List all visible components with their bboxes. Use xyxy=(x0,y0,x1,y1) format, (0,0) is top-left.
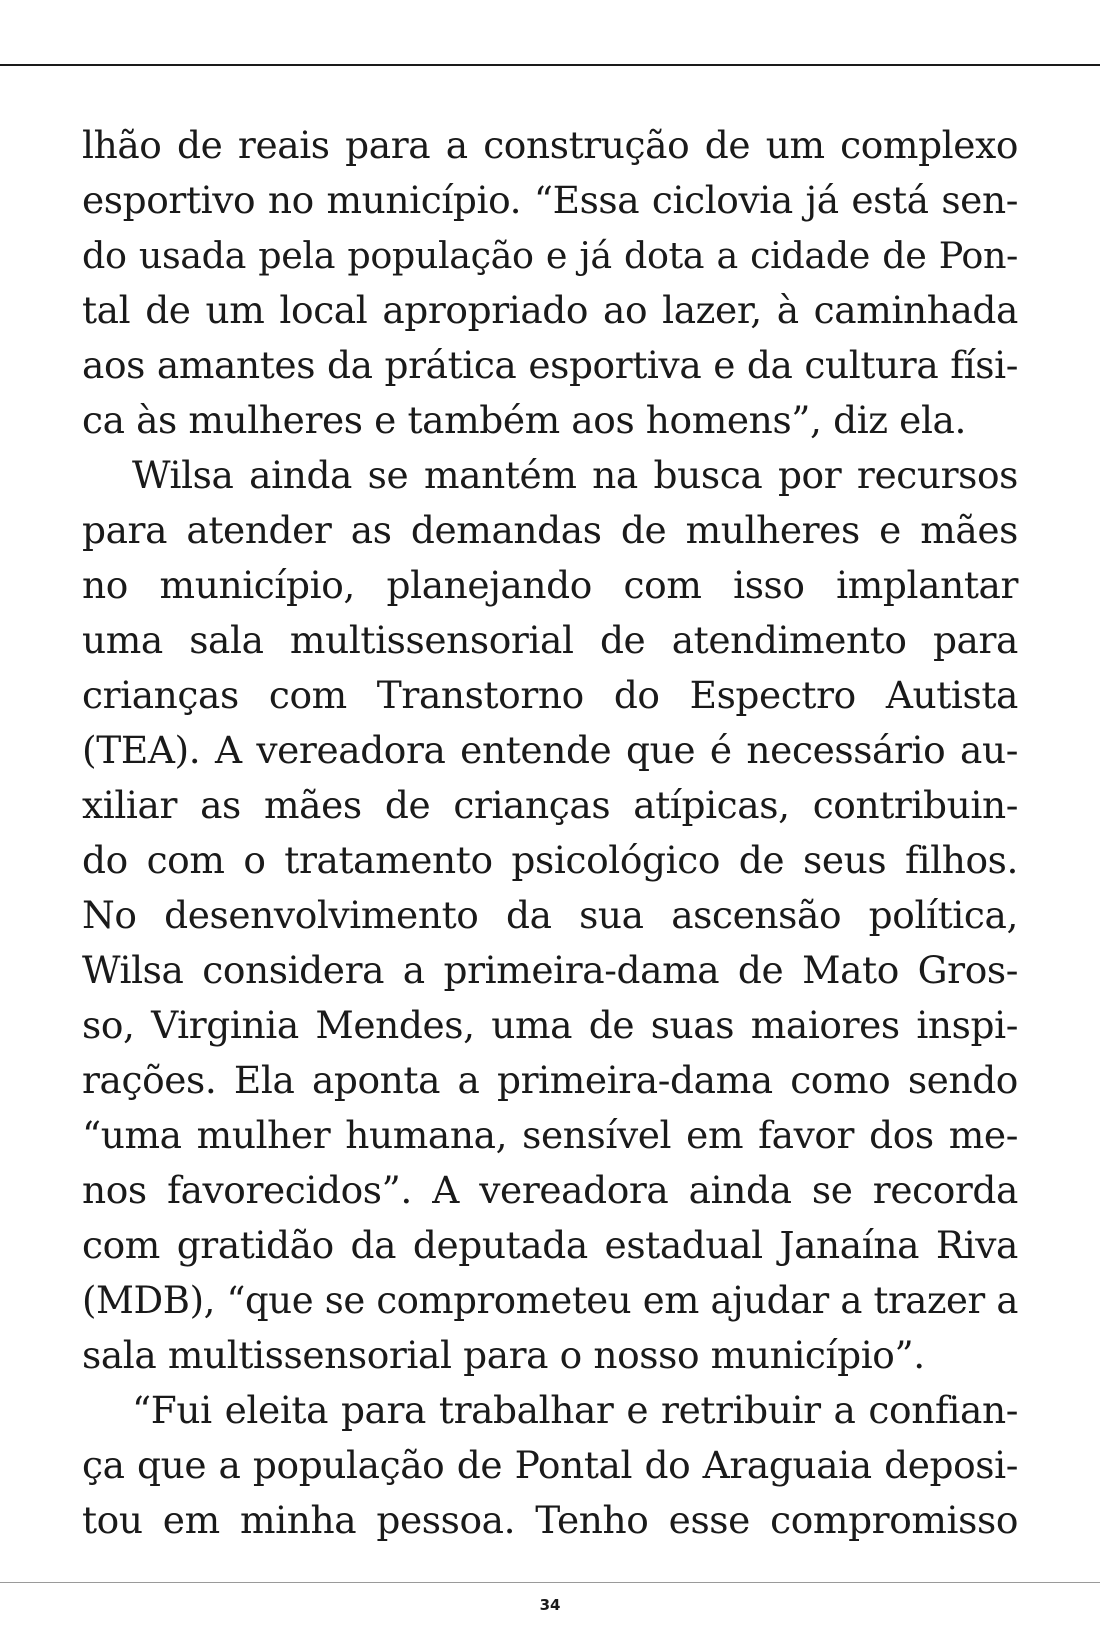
text-line: Wilsa ainda se mantém na busca por recursos xyxy=(132,453,1018,497)
text-line: ca às mulheres e também aos homens”, diz ela. xyxy=(82,398,967,442)
paragraph-1 xyxy=(82,118,1018,448)
text-line: Wilsa considera a primeira-dama de Mato Gros- xyxy=(82,948,1018,992)
text-line: lhão de reais para a construção de um complexo xyxy=(82,123,1018,167)
text-line: esportivo no município. “Essa ciclovia já está sen- xyxy=(82,178,1018,222)
text-line: para atender as demandas de mulheres e mães xyxy=(82,508,1018,552)
text-line: “uma mulher humana, sensível em favor dos me- xyxy=(82,1113,1018,1157)
text-line: so, Virginia Mendes, uma de suas maiores inspi- xyxy=(82,1003,1018,1047)
text-line: rações. Ela aponta a primeira-dama como sendo xyxy=(82,1058,1018,1102)
text-line: crianças com Transtorno do Espectro Autista xyxy=(82,673,1018,717)
footer-rule xyxy=(0,1582,1100,1583)
text-line: tal de um local apropriado ao lazer, à caminhada xyxy=(82,288,1018,332)
paragraph-2 xyxy=(82,448,1018,1383)
text-line: tou em minha pessoa. Tenho esse compromisso xyxy=(82,1498,1018,1542)
text-line: uma sala multissensorial de atendimento para xyxy=(82,618,1018,662)
text-line: No desenvolvimento da sua ascensão política, xyxy=(82,893,1018,937)
text-line: do com o tratamento psicológico de seus filhos. xyxy=(82,838,1018,882)
text-line: nos favorecidos”. A vereadora ainda se recorda xyxy=(82,1168,1018,1212)
header-rule xyxy=(0,64,1100,66)
page-number: 34 xyxy=(539,1596,561,1614)
text-line: aos amantes da prática esportiva e da cultura físi- xyxy=(82,343,1018,387)
text-line: (TEA). A vereadora entende que é necessário au- xyxy=(82,728,1018,772)
text-line: “Fui eleita para trabalhar e retribuir a confian- xyxy=(132,1388,1018,1432)
text-line: no município, planejando com isso implantar xyxy=(82,563,1018,607)
text-line: ça que a população de Pontal do Araguaia deposi- xyxy=(82,1443,1018,1487)
text-line: com gratidão da deputada estadual Janaína Riva xyxy=(82,1223,1018,1267)
text-line: do usada pela população e já dota a cidade de Pon- xyxy=(82,234,1018,277)
text-line: sala multissensorial para o nosso município”. xyxy=(82,1333,925,1377)
text-line: (MDB), “que se comprometeu em ajudar a trazer a xyxy=(82,1279,1018,1322)
paragraph-3 xyxy=(82,1383,1018,1548)
body-text xyxy=(82,118,1018,1548)
text-line: xiliar as mães de crianças atípicas, contribuin- xyxy=(82,783,1018,827)
